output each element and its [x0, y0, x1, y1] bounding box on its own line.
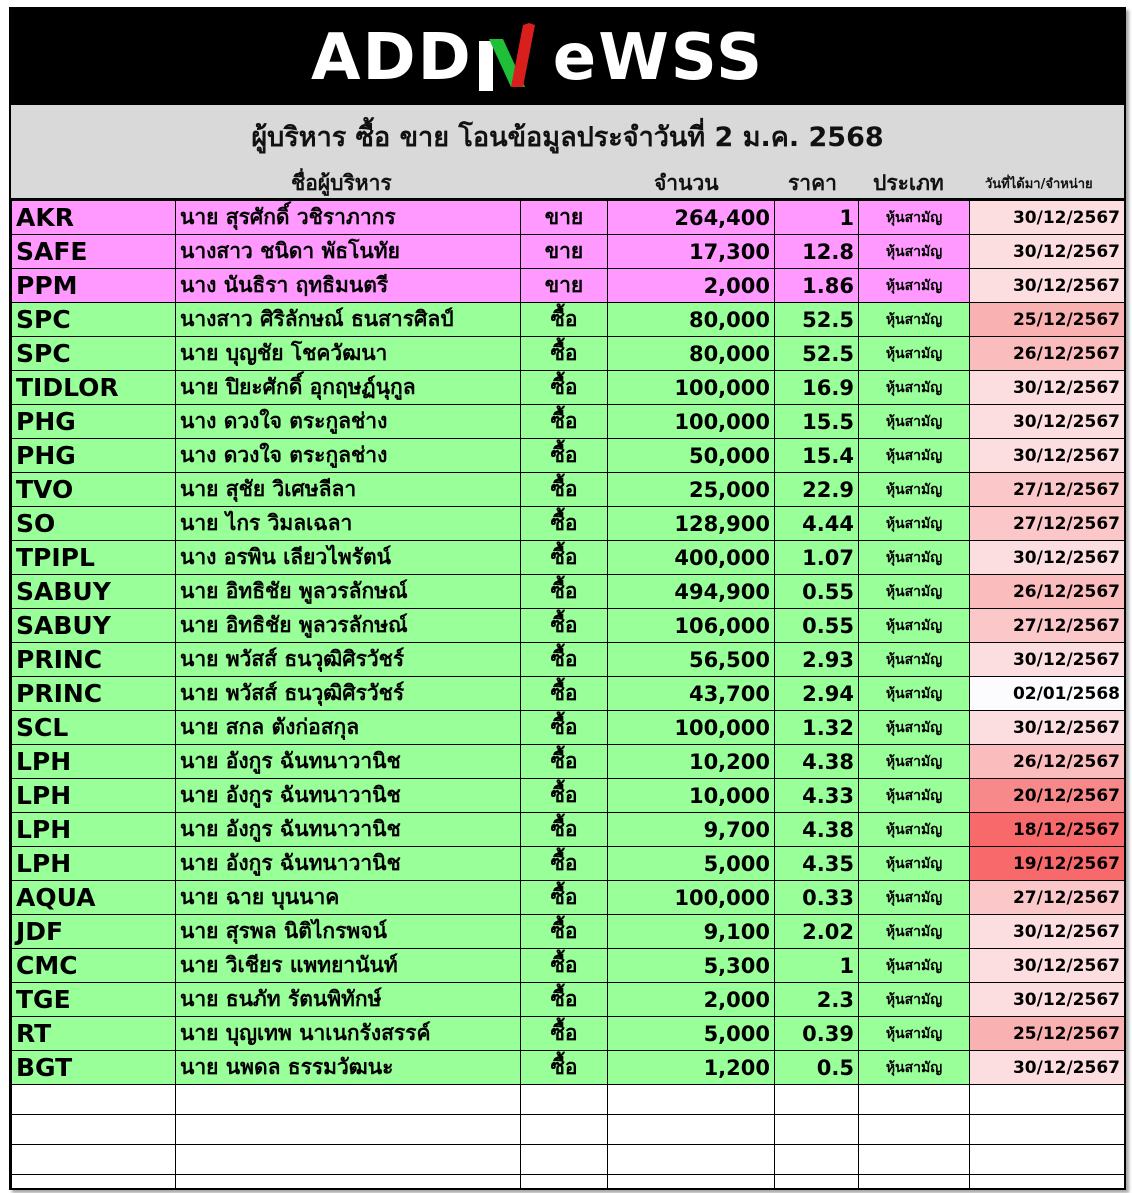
table-row	[12, 507, 1125, 541]
trade-action: ซื้อ	[521, 541, 608, 575]
share-amount: 100,000	[608, 371, 775, 405]
executive-name: นาย อังกูร ฉันทนาวานิช	[176, 745, 521, 779]
security-type: หุ้นสามัญ	[859, 405, 970, 439]
share-amount: 56,500	[608, 643, 775, 677]
table-row	[12, 473, 1125, 507]
empty-cell	[12, 1145, 176, 1175]
stock-symbol: BGT	[12, 1051, 176, 1085]
share-amount: 80,000	[608, 337, 775, 371]
transaction-date: 30/12/2567	[970, 235, 1125, 269]
trade-action: ซื้อ	[521, 711, 608, 745]
column-header-date: วันที่ได้มา/จำหน่าย	[985, 177, 1093, 192]
share-amount: 25,000	[608, 473, 775, 507]
stock-symbol: SPC	[12, 303, 176, 337]
share-price: 0.55	[775, 575, 859, 609]
trade-action: ซื้อ	[521, 643, 608, 677]
stock-symbol: LPH	[12, 813, 176, 847]
column-header-type: ประเภท	[873, 171, 944, 195]
transaction-date: 30/12/2567	[970, 915, 1125, 949]
transaction-date: 25/12/2567	[970, 303, 1125, 337]
empty-cell	[176, 1175, 521, 1191]
empty-cell	[521, 1115, 608, 1145]
transaction-date: 19/12/2567	[970, 847, 1125, 881]
trade-action: ซื้อ	[521, 439, 608, 473]
transaction-date: 02/01/2568	[970, 677, 1125, 711]
share-amount: 100,000	[608, 881, 775, 915]
security-type: หุ้นสามัญ	[859, 1051, 970, 1085]
security-type: หุ้นสามัญ	[859, 643, 970, 677]
table-row	[12, 371, 1125, 405]
table-row	[12, 847, 1125, 881]
stock-symbol: PRINC	[12, 677, 176, 711]
empty-cell	[859, 1115, 970, 1145]
executive-name: นาย สุรศักดิ์ วชิราภากร	[176, 201, 521, 235]
stock-symbol: PPM	[12, 269, 176, 303]
share-amount: 5,000	[608, 1017, 775, 1051]
executive-name: นาง ดวงใจ ตระกูลช่าง	[176, 439, 521, 473]
trade-action: ซื้อ	[521, 405, 608, 439]
security-type: หุ้นสามัญ	[859, 1017, 970, 1051]
stock-symbol: TPIPL	[12, 541, 176, 575]
stock-symbol: TVO	[12, 473, 176, 507]
share-amount: 50,000	[608, 439, 775, 473]
share-amount: 128,900	[608, 507, 775, 541]
brand-banner	[11, 9, 1124, 105]
security-type: หุ้นสามัญ	[859, 473, 970, 507]
transaction-date: 30/12/2567	[970, 269, 1125, 303]
transaction-date: 30/12/2567	[970, 949, 1125, 983]
logo-text-right: eWSS	[552, 21, 765, 95]
table-row	[12, 881, 1125, 915]
trade-action: ซื้อ	[521, 1051, 608, 1085]
share-price: 1.07	[775, 541, 859, 575]
table-row	[12, 303, 1125, 337]
share-amount: 5,000	[608, 847, 775, 881]
trade-action: ซื้อ	[521, 779, 608, 813]
transaction-date: 30/12/2567	[970, 541, 1125, 575]
empty-cell	[859, 1175, 970, 1191]
share-amount: 494,900	[608, 575, 775, 609]
share-amount: 10,000	[608, 779, 775, 813]
share-price: 2.02	[775, 915, 859, 949]
trade-action: ซื้อ	[521, 915, 608, 949]
logo-n-mark-icon	[473, 21, 553, 95]
security-type: หุ้นสามัญ	[859, 201, 970, 235]
trade-action: ซื้อ	[521, 847, 608, 881]
empty-cell	[775, 1115, 859, 1145]
share-amount: 100,000	[608, 711, 775, 745]
executive-name: นาย พวัสส์ ธนวุฒิศิรวัชร์	[176, 677, 521, 711]
trade-action: ซื้อ	[521, 609, 608, 643]
share-amount: 43,700	[608, 677, 775, 711]
share-amount: 2,000	[608, 983, 775, 1017]
share-price: 4.35	[775, 847, 859, 881]
logo-text-left: ADD	[311, 21, 473, 95]
executive-name: นาย อิทธิชัย พูลวรลักษณ์	[176, 575, 521, 609]
trade-action: ซื้อ	[521, 575, 608, 609]
executive-name: นางสาว ชนิดา พัธโนทัย	[176, 235, 521, 269]
share-price: 0.55	[775, 609, 859, 643]
executive-name: นาย พวัสส์ ธนวุฒิศิรวัชร์	[176, 643, 521, 677]
executive-name: นาย อิทธิชัย พูลวรลักษณ์	[176, 609, 521, 643]
security-type: หุ้นสามัญ	[859, 269, 970, 303]
security-type: หุ้นสามัญ	[859, 541, 970, 575]
security-type: หุ้นสามัญ	[859, 337, 970, 371]
stock-symbol: RT	[12, 1017, 176, 1051]
executive-name: นางสาว ศิริลักษณ์ ธนสารศิลป์	[176, 303, 521, 337]
empty-cell	[608, 1085, 775, 1115]
transaction-date: 26/12/2567	[970, 745, 1125, 779]
executive-name: นาย สกล ตังก่อสกุล	[176, 711, 521, 745]
table-row	[12, 575, 1125, 609]
table-row	[12, 269, 1125, 303]
empty-cell	[970, 1085, 1125, 1115]
share-price: 1	[775, 201, 859, 235]
share-price: 1	[775, 949, 859, 983]
table-row	[12, 541, 1125, 575]
trade-action: ซื้อ	[521, 949, 608, 983]
stock-symbol: PRINC	[12, 643, 176, 677]
share-amount: 2,000	[608, 269, 775, 303]
share-price: 0.5	[775, 1051, 859, 1085]
stock-symbol: SPC	[12, 337, 176, 371]
table-row	[12, 1051, 1125, 1085]
trade-action: ซื้อ	[521, 303, 608, 337]
transaction-date: 18/12/2567	[970, 813, 1125, 847]
empty-cell	[521, 1145, 608, 1175]
stock-symbol: LPH	[12, 779, 176, 813]
table-row	[12, 1017, 1125, 1051]
transaction-date: 27/12/2567	[970, 609, 1125, 643]
security-type: หุ้นสามัญ	[859, 575, 970, 609]
share-amount: 17,300	[608, 235, 775, 269]
share-price: 22.9	[775, 473, 859, 507]
share-amount: 10,200	[608, 745, 775, 779]
executive-name: นาย สุรพล นิติไกรพจน์	[176, 915, 521, 949]
stock-symbol: CMC	[12, 949, 176, 983]
security-type: หุ้นสามัญ	[859, 881, 970, 915]
column-header-name: ชื่อผู้บริหาร	[291, 171, 392, 195]
share-price: 4.38	[775, 813, 859, 847]
security-type: หุ้นสามัญ	[859, 507, 970, 541]
security-type: หุ้นสามัญ	[859, 711, 970, 745]
transaction-date: 25/12/2567	[970, 1017, 1125, 1051]
table-row	[12, 813, 1125, 847]
share-price: 4.33	[775, 779, 859, 813]
security-type: หุ้นสามัญ	[859, 779, 970, 813]
column-header-price: ราคา	[788, 171, 837, 195]
transaction-date: 20/12/2567	[970, 779, 1125, 813]
transaction-date: 30/12/2567	[970, 711, 1125, 745]
security-type: หุ้นสามัญ	[859, 813, 970, 847]
share-price: 4.38	[775, 745, 859, 779]
stock-symbol: AKR	[12, 201, 176, 235]
transaction-date: 30/12/2567	[970, 983, 1125, 1017]
trade-action: ขาย	[521, 235, 608, 269]
stock-symbol: SO	[12, 507, 176, 541]
empty-cell	[970, 1175, 1125, 1191]
empty-cell	[775, 1175, 859, 1191]
empty-cell	[176, 1145, 521, 1175]
share-price: 52.5	[775, 337, 859, 371]
share-price: 1.86	[775, 269, 859, 303]
share-amount: 400,000	[608, 541, 775, 575]
transaction-date: 26/12/2567	[970, 575, 1125, 609]
executive-name: นาย ไกร วิมลเฉลา	[176, 507, 521, 541]
share-price: 12.8	[775, 235, 859, 269]
transaction-date: 27/12/2567	[970, 507, 1125, 541]
table-row	[12, 405, 1125, 439]
stock-symbol: SABUY	[12, 575, 176, 609]
share-amount: 80,000	[608, 303, 775, 337]
table-row	[12, 609, 1125, 643]
table-row	[12, 983, 1125, 1017]
share-amount: 264,400	[608, 201, 775, 235]
trade-action: ซื้อ	[521, 473, 608, 507]
executive-name: นาง ดวงใจ ตระกูลช่าง	[176, 405, 521, 439]
share-price: 0.39	[775, 1017, 859, 1051]
trade-action: ซื้อ	[521, 813, 608, 847]
empty-row	[12, 1175, 1125, 1191]
empty-cell	[775, 1085, 859, 1115]
trade-action: ขาย	[521, 201, 608, 235]
empty-row	[12, 1085, 1125, 1115]
stock-symbol: SAFE	[12, 235, 176, 269]
security-type: หุ้นสามัญ	[859, 677, 970, 711]
share-price: 15.5	[775, 405, 859, 439]
executive-name: นาย วิเชียร แพทยานันท์	[176, 949, 521, 983]
insider-trades-table	[11, 200, 1125, 1190]
stock-symbol: PHG	[12, 439, 176, 473]
empty-cell	[12, 1175, 176, 1191]
stock-symbol: JDF	[12, 915, 176, 949]
empty-cell	[176, 1115, 521, 1145]
security-type: หุ้นสามัญ	[859, 235, 970, 269]
security-type: หุ้นสามัญ	[859, 745, 970, 779]
empty-cell	[859, 1145, 970, 1175]
trade-action: ซื้อ	[521, 337, 608, 371]
executive-name: นาย ปิยะศักดิ์ อุกฤษฏ์นุกูล	[176, 371, 521, 405]
table-row	[12, 201, 1125, 235]
empty-cell	[521, 1175, 608, 1191]
empty-row	[12, 1115, 1125, 1145]
transaction-date: 27/12/2567	[970, 881, 1125, 915]
executive-name: นาย ฉาย บุนนาค	[176, 881, 521, 915]
trade-action: ขาย	[521, 269, 608, 303]
transaction-date: 27/12/2567	[970, 473, 1125, 507]
share-price: 2.3	[775, 983, 859, 1017]
transaction-date: 30/12/2567	[970, 643, 1125, 677]
table-row	[12, 643, 1125, 677]
share-price: 16.9	[775, 371, 859, 405]
table-header	[11, 105, 1124, 200]
share-price: 0.33	[775, 881, 859, 915]
empty-cell	[970, 1145, 1125, 1175]
stock-symbol: TIDLOR	[12, 371, 176, 405]
stock-symbol: TGE	[12, 983, 176, 1017]
empty-cell	[608, 1145, 775, 1175]
trade-action: ซื้อ	[521, 881, 608, 915]
share-price: 1.32	[775, 711, 859, 745]
security-type: หุ้นสามัญ	[859, 847, 970, 881]
column-header-amount: จำนวน	[654, 171, 719, 195]
share-amount: 100,000	[608, 405, 775, 439]
table-row	[12, 711, 1125, 745]
table-row	[12, 949, 1125, 983]
transaction-date: 30/12/2567	[970, 439, 1125, 473]
empty-row	[12, 1145, 1125, 1175]
share-amount: 9,100	[608, 915, 775, 949]
table-row	[12, 779, 1125, 813]
empty-cell	[12, 1085, 176, 1115]
stock-symbol: LPH	[12, 745, 176, 779]
transaction-date: 30/12/2567	[970, 1051, 1125, 1085]
executive-name: นาง นันธิรา ฤทธิมนตรี	[176, 269, 521, 303]
share-amount: 9,700	[608, 813, 775, 847]
trade-action: ซื้อ	[521, 677, 608, 711]
executive-name: นาย บุญเทพ นาเนกรังสรรค์	[176, 1017, 521, 1051]
table-row	[12, 745, 1125, 779]
share-price: 4.44	[775, 507, 859, 541]
trade-action: ซื้อ	[521, 1017, 608, 1051]
share-amount: 1,200	[608, 1051, 775, 1085]
security-type: หุ้นสามัญ	[859, 949, 970, 983]
transaction-date: 30/12/2567	[970, 201, 1125, 235]
table-row	[12, 337, 1125, 371]
page-title: ผู้บริหาร ซื้อ ขาย โอนข้อมูลประจำวันที่ 2 ม.ค. 2568	[251, 122, 884, 153]
security-type: หุ้นสามัญ	[859, 439, 970, 473]
empty-cell	[176, 1085, 521, 1115]
empty-cell	[775, 1145, 859, 1175]
document-frame	[9, 7, 1126, 1190]
trade-action: ซื้อ	[521, 983, 608, 1017]
table-row	[12, 235, 1125, 269]
empty-cell	[859, 1085, 970, 1115]
security-type: หุ้นสามัญ	[859, 609, 970, 643]
stock-symbol: LPH	[12, 847, 176, 881]
empty-cell	[608, 1115, 775, 1145]
stock-symbol: SCL	[12, 711, 176, 745]
share-price: 15.4	[775, 439, 859, 473]
transaction-date: 30/12/2567	[970, 405, 1125, 439]
executive-name: นาย สุชัย วิเศษลีลา	[176, 473, 521, 507]
executive-name: นาย อังกูร ฉันทนาวานิช	[176, 847, 521, 881]
stock-symbol: SABUY	[12, 609, 176, 643]
security-type: หุ้นสามัญ	[859, 915, 970, 949]
share-price: 2.93	[775, 643, 859, 677]
stock-symbol: AQUA	[12, 881, 176, 915]
share-amount: 106,000	[608, 609, 775, 643]
share-price: 2.94	[775, 677, 859, 711]
security-type: หุ้นสามัญ	[859, 371, 970, 405]
addnewss-logo	[311, 21, 764, 95]
stock-symbol: PHG	[12, 405, 176, 439]
empty-cell	[608, 1175, 775, 1191]
security-type: หุ้นสามัญ	[859, 303, 970, 337]
trade-action: ซื้อ	[521, 507, 608, 541]
executive-name: นาย อังกูร ฉันทนาวานิช	[176, 813, 521, 847]
transaction-date: 26/12/2567	[970, 337, 1125, 371]
executive-name: นาย นพดล ธรรมวัฒนะ	[176, 1051, 521, 1085]
share-amount: 5,300	[608, 949, 775, 983]
trade-action: ซื้อ	[521, 745, 608, 779]
security-type: หุ้นสามัญ	[859, 983, 970, 1017]
empty-cell	[521, 1085, 608, 1115]
empty-cell	[970, 1115, 1125, 1145]
table-row	[12, 915, 1125, 949]
executive-name: นาย ธนภัท รัตนพิทักษ์	[176, 983, 521, 1017]
executive-name: นาย อังกูร ฉันทนาวานิช	[176, 779, 521, 813]
empty-cell	[12, 1115, 176, 1145]
trade-action: ซื้อ	[521, 371, 608, 405]
executive-name: นาย บุญชัย โชควัฒนา	[176, 337, 521, 371]
executive-name: นาง อรพิน เลียวไพรัตน์	[176, 541, 521, 575]
share-price: 52.5	[775, 303, 859, 337]
table-row	[12, 677, 1125, 711]
transaction-date: 30/12/2567	[970, 371, 1125, 405]
table-row	[12, 439, 1125, 473]
